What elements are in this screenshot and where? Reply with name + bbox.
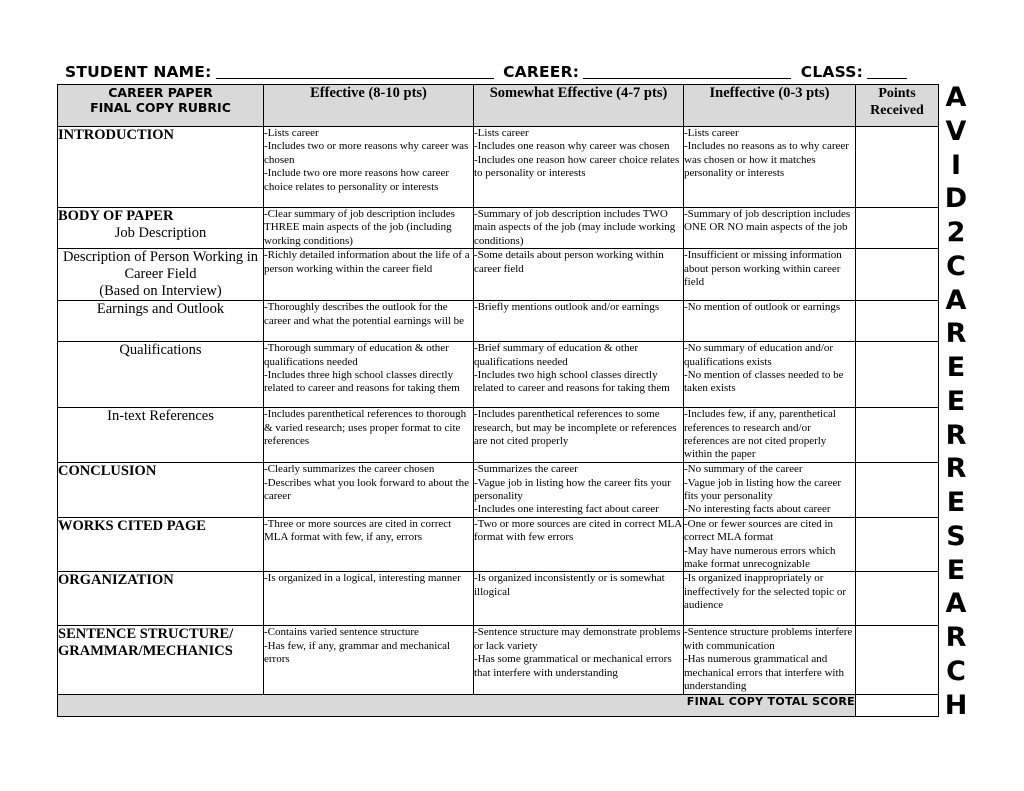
criterion-line: INTRODUCTION <box>58 127 175 143</box>
description-line: -Includes parenthetical references to thorough & varied research; uses proper format to cite references <box>264 408 467 448</box>
effective-description-organization <box>264 572 474 626</box>
rubric-row-sentence-structure <box>58 626 939 694</box>
description-line: -Clearly summarizes the career chosen <box>264 463 435 476</box>
description-line: -Include two ore more reasons how career choice relates to personality or interests <box>264 167 450 193</box>
criterion-line: SENTENCE STRUCTURE/ <box>58 626 234 643</box>
description-line: -Has few, if any, grammar and mechanical errors <box>264 639 451 666</box>
side-title-letter: D <box>944 183 968 215</box>
description-line: -Has some grammatical or mechanical errors that interfere with understanding <box>474 653 672 679</box>
description-line: -Thorough summary of education & other qualifications needed <box>264 342 449 368</box>
effective-description-introduction <box>264 127 474 208</box>
side-title-letter: C <box>946 656 966 688</box>
rubric-row-conclusion <box>58 463 939 518</box>
side-title-letter: I <box>950 149 962 181</box>
criterion-line: WORKS CITED PAGE <box>58 517 206 534</box>
description-line: -Includes one reason why career was chosen <box>474 140 670 153</box>
side-title-letter: E <box>946 352 966 384</box>
description-line: -Brief summary of education & other qualifications needed <box>474 342 639 368</box>
header-effective: Effective (8-10 pts) <box>264 85 474 127</box>
description-line: -Is organized inconsistently or is somewhat illogical <box>474 572 665 598</box>
rubric-row-person-working <box>58 249 939 301</box>
description-line: -Includes two high school classes directly related to career and reasons for taking them <box>474 369 670 395</box>
criterion-sentence-structure <box>58 626 264 694</box>
criterion-works-cited <box>58 517 264 572</box>
description-line: -One or fewer sources are cited in correct MLA format <box>684 517 834 544</box>
ineffective-description-sentence-structure <box>684 626 856 694</box>
description-line: -Summary of job description includes TWO main aspects of the job (may include working conditions) <box>474 208 676 247</box>
class-label: CLASS: <box>800 63 864 81</box>
somewhat-description-organization <box>474 572 684 626</box>
career-label: CAREER: <box>503 63 580 81</box>
description-line: -Describes what you look forward to about the career <box>264 476 469 503</box>
side-title-letter: R <box>945 419 967 451</box>
criterion-qualifications <box>58 342 264 408</box>
points-received-earnings-outlook[interactable] <box>856 301 939 342</box>
description-line: -Lists career <box>264 127 319 139</box>
header-points-received <box>856 85 939 127</box>
criterion-in-text-references <box>58 408 264 463</box>
criterion-introduction <box>58 127 264 208</box>
description-line: -Vague job in listing how the career fits your personality <box>684 476 842 503</box>
criterion-job-description <box>58 208 264 249</box>
somewhat-description-conclusion <box>474 463 684 518</box>
ineffective-description-qualifications <box>684 342 856 408</box>
rubric-title-line-2: FINAL COPY RUBRIC <box>90 100 231 115</box>
ineffective-description-in-text-references <box>684 408 856 463</box>
points-received-introduction[interactable] <box>856 127 939 208</box>
rubric-row-job-description <box>58 208 939 249</box>
description-line: -No summary of education and/or qualifications exists <box>684 342 834 368</box>
description-line: -Lists career <box>474 127 529 139</box>
somewhat-description-person-working <box>474 249 684 301</box>
career-field[interactable] <box>583 62 791 79</box>
description-line: -Includes few, if any, parenthetical references to research and/or references are not cited properly within the paper <box>684 408 836 461</box>
somewhat-description-works-cited <box>474 517 684 572</box>
description-line: -Two or more sources are cited in correct MLA format with few errors <box>474 517 682 544</box>
ineffective-description-conclusion <box>684 463 856 518</box>
final-total-score-cell[interactable] <box>856 694 939 716</box>
student-name-label: STUDENT NAME: <box>65 63 212 81</box>
description-line: -Summarizes the career <box>474 463 578 476</box>
ineffective-description-job-description <box>684 208 856 249</box>
criterion-conclusion <box>58 463 264 518</box>
effective-description-conclusion <box>264 463 474 518</box>
criterion-line: In-text References <box>107 408 214 425</box>
description-line: -Richly detailed information about the life of a person working within the career field <box>264 249 470 275</box>
description-line: -Includes one reason how career choice relates to personality or interests <box>474 153 680 180</box>
ineffective-description-person-working <box>684 249 856 301</box>
rubric-row-organization <box>58 572 939 626</box>
points-received-conclusion[interactable] <box>856 463 939 518</box>
description-line: -Is organized in a logical, interesting manner <box>264 572 461 585</box>
criterion-line: CONCLUSION <box>58 463 157 480</box>
points-received-organization[interactable] <box>856 572 939 626</box>
ineffective-description-earnings-outlook <box>684 301 856 342</box>
description-line: -Vague job in listing how the career fits your personality <box>474 476 671 503</box>
final-total-label: FINAL COPY TOTAL SCORE <box>58 694 856 716</box>
ineffective-description-organization <box>684 572 856 626</box>
side-title-letter: R <box>945 318 967 350</box>
description-line: -Sentence structure may demonstrate problems or lack variety <box>474 626 681 652</box>
description-line: -Three or more sources are cited in correct MLA format with few, if any, errors <box>264 517 452 544</box>
side-title-letter: E <box>946 487 966 519</box>
somewhat-description-job-description <box>474 208 684 249</box>
header-somewhat-effective: Somewhat Effective (4-7 pts) <box>474 85 684 127</box>
rubric-row-introduction <box>58 127 939 208</box>
description-line: -Includes no reasons as to why career was chosen or how it matches personality or interests <box>684 140 849 180</box>
description-line: -Thoroughly describes the outlook for the career and what the potential earnings will be <box>264 301 465 327</box>
criterion-line: Job Description <box>114 225 207 241</box>
description-line: -Is organized inappropriately or ineffectively for the selected topic or audience <box>684 572 846 612</box>
ineffective-description-introduction <box>684 127 856 208</box>
points-received-qualifications[interactable] <box>856 342 939 408</box>
description-line: -No interesting facts about career <box>684 503 831 516</box>
description-line: -Clear summary of job description includes THREE main aspects of the job (including working conditions) <box>264 208 455 247</box>
criterion-line: BODY OF PAPER <box>58 208 174 224</box>
side-title-letter: E <box>946 385 966 417</box>
description-line: -Some details about person working within career field <box>474 249 664 275</box>
side-title-letter: R <box>945 453 967 485</box>
side-title-letter: A <box>945 588 967 620</box>
effective-description-works-cited <box>264 517 474 572</box>
side-title-letter: 2 <box>946 217 966 249</box>
header-ineffective: Ineffective (0-3 pts) <box>684 85 856 127</box>
description-line: -No mention of outlook or earnings <box>684 301 841 314</box>
somewhat-description-sentence-structure <box>474 626 684 694</box>
description-line: -Insufficient or missing information about person working within career field <box>684 249 842 289</box>
criterion-line: ORGANIZATION <box>58 572 174 589</box>
header-line <box>65 62 935 84</box>
rubric-title <box>58 85 264 127</box>
side-title-letter: S <box>946 520 966 552</box>
points-received-sentence-structure[interactable] <box>856 626 939 694</box>
somewhat-description-introduction <box>474 127 684 208</box>
side-title-letter: A <box>945 284 967 316</box>
rubric-row-works-cited <box>58 517 939 572</box>
effective-description-earnings-outlook <box>264 301 474 342</box>
side-title-avid-2-career-research <box>940 84 972 719</box>
criterion-earnings-outlook <box>58 301 264 342</box>
points-received-in-text-references[interactable] <box>856 408 939 463</box>
side-title-letter: C <box>946 250 966 282</box>
points-header-line-2: Received <box>870 103 924 118</box>
ineffective-description-works-cited <box>684 517 856 572</box>
criterion-person-working <box>58 249 264 301</box>
criterion-line: Description of Person Working in Career Field <box>62 249 259 283</box>
side-title-letter: A <box>945 82 967 113</box>
somewhat-description-earnings-outlook <box>474 301 684 342</box>
criterion-line: (Based on Interview) <box>99 283 222 300</box>
rubric-row-in-text-references <box>58 408 939 463</box>
somewhat-description-in-text-references <box>474 408 684 463</box>
effective-description-qualifications <box>264 342 474 408</box>
class-field[interactable] <box>867 62 907 79</box>
criterion-line: Qualifications <box>119 342 202 359</box>
description-line: -Includes two or more reasons why career was chosen <box>264 140 469 166</box>
description-line: -No mention of classes needed to be taken exists <box>684 369 844 395</box>
somewhat-description-qualifications <box>474 342 684 408</box>
points-received-job-description[interactable] <box>856 208 939 249</box>
description-line: -Briefly mentions outlook and/or earnings <box>474 301 660 314</box>
rubric-table <box>57 84 939 717</box>
description-line: -Lists career <box>684 127 739 139</box>
description-line: -No summary of the career <box>684 463 803 476</box>
side-title-letter: H <box>944 689 968 721</box>
points-received-person-working[interactable] <box>856 249 939 301</box>
description-line: -Includes three high school classes directly related to career and reasons for taking them <box>264 369 460 395</box>
description-line: -Summary of job description includes ONE OR NO main aspects of the job <box>684 208 851 234</box>
criterion-line: Earnings and Outlook <box>96 301 225 318</box>
rubric-row-earnings-outlook <box>58 301 939 342</box>
effective-description-sentence-structure <box>264 626 474 694</box>
criterion-line: GRAMMAR/MECHANICS <box>58 643 233 660</box>
description-line: -Sentence structure problems interfere with communication <box>684 626 853 652</box>
rubric-body <box>58 127 939 695</box>
side-title-letter: V <box>945 115 967 147</box>
description-line: -Has numerous grammatical and mechanical errors that interfere with understanding <box>684 653 845 693</box>
student-name-field[interactable] <box>216 62 494 79</box>
points-received-works-cited[interactable] <box>856 517 939 572</box>
description-line: -Contains varied sentence structure <box>264 626 419 639</box>
description-line: -May have numerous errors which make format unrecognizable <box>684 544 836 571</box>
rubric-row-qualifications <box>58 342 939 408</box>
rubric-title-line-1: CAREER PAPER <box>108 85 213 100</box>
effective-description-job-description <box>264 208 474 249</box>
side-title-letter: R <box>945 622 967 654</box>
effective-description-in-text-references <box>264 408 474 463</box>
description-line: -Includes parenthetical references to some research, but may be incomplete or references are not cited properly <box>474 408 677 448</box>
points-header-line-1: Points <box>878 86 916 101</box>
effective-description-person-working <box>264 249 474 301</box>
side-title-letter: E <box>946 554 966 586</box>
criterion-organization <box>58 572 264 626</box>
description-line: -Includes one interesting fact about career <box>474 503 659 516</box>
